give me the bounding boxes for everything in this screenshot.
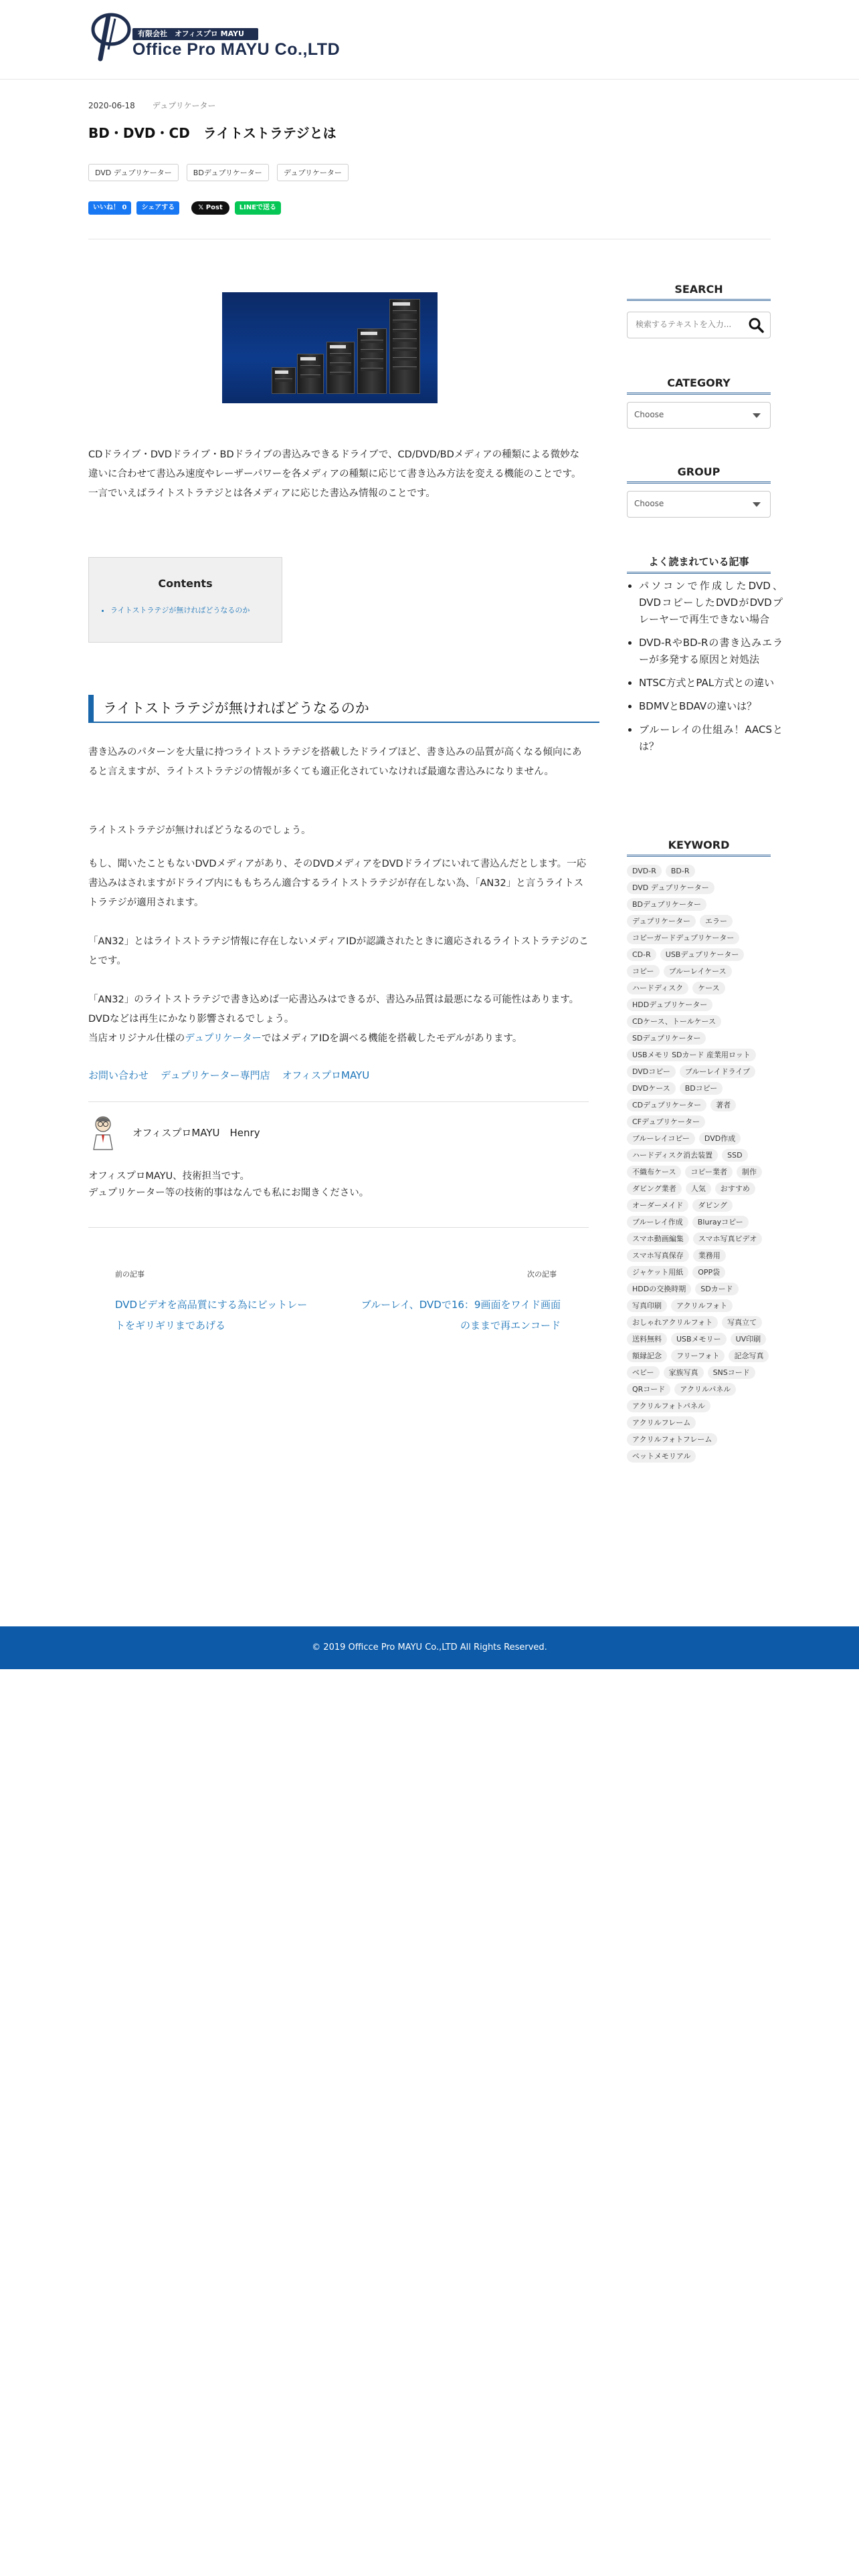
- keyword-tag[interactable]: Blurayコピー: [692, 1216, 749, 1228]
- keyword-tag[interactable]: CDケース、トールケース: [627, 1015, 721, 1028]
- keyword-tag[interactable]: コピーガードデュプリケーター: [627, 932, 739, 944]
- keyword-tag[interactable]: コピー: [627, 965, 660, 978]
- body-paragraph: 「AN32」とはライトストラテジ情報に存在しないメディアIDが認識されたときに適応されるライトストラテジのことです。: [88, 936, 589, 966]
- keyword-tag[interactable]: DVDコピー: [627, 1065, 676, 1078]
- keyword-tag[interactable]: スマホ写真保存: [627, 1249, 689, 1262]
- keyword-tag[interactable]: 人気: [686, 1182, 711, 1195]
- keyword-tag[interactable]: 額縁記念: [627, 1350, 667, 1362]
- popular-post-link[interactable]: • DVD-RやBD-Rの書き込みエラーが多発する原因と対処法: [639, 635, 783, 668]
- keyword-tag[interactable]: エラー: [700, 915, 733, 928]
- keyword-tag[interactable]: コピー業者: [685, 1166, 733, 1178]
- duplicator-tower-2: [297, 354, 324, 394]
- keyword-tag[interactable]: SDデュプリケーター: [627, 1032, 706, 1045]
- keyword-tag[interactable]: アクリルフォトフレーム: [627, 1433, 717, 1446]
- post-tags: [88, 164, 349, 181]
- keyword-tag[interactable]: 写真立て: [722, 1316, 762, 1329]
- keyword-tag[interactable]: USBメモリー: [671, 1333, 727, 1346]
- page-title: BD・DVD・CD ライトストラテジとは: [88, 125, 337, 141]
- keyword-tag[interactable]: フリーフォト: [671, 1350, 725, 1362]
- keyword-tag[interactable]: UV印刷: [731, 1333, 767, 1346]
- author-bio-line: オフィスプロMAYU、技術担当です。: [88, 1171, 250, 1182]
- keyword-tag[interactable]: アクリルパネル: [674, 1383, 736, 1396]
- keyword-tag[interactable]: SSD: [722, 1149, 747, 1162]
- contact-link[interactable]: お問い合わせ: [88, 1069, 149, 1081]
- keyword-tag[interactable]: USBデュプリケーター: [660, 948, 745, 961]
- keyword-tag[interactable]: DVDケース: [627, 1082, 676, 1095]
- duplicator-store-link[interactable]: デュプリケーター専門店: [161, 1069, 270, 1081]
- keyword-tag[interactable]: ジャケット用紙: [627, 1266, 688, 1279]
- group-select-value: Choose: [634, 499, 664, 508]
- author-name: オフィスプロMAYU Henry: [132, 1126, 260, 1139]
- keyword-cloud: [627, 865, 773, 1463]
- popular-post-link[interactable]: • NTSC方式とPAL方式との違い: [639, 675, 783, 691]
- keyword-tag[interactable]: アクリルフォトパネル: [627, 1400, 710, 1412]
- table-of-contents: [88, 557, 282, 643]
- prev-post-label: 前の記事: [115, 1270, 145, 1279]
- toc-title: Contents: [158, 577, 213, 590]
- chevron-down-icon: [753, 413, 761, 418]
- divider: [88, 1227, 589, 1228]
- keyword-tag[interactable]: 家族写真: [664, 1366, 704, 1379]
- popular-post-link[interactable]: • パソコンで作成したDVD、DVDコピーしたDVDがDVDプレーヤーで再生できない場合: [639, 578, 783, 628]
- site-header: [0, 0, 859, 80]
- logo-tagline: 有限会社 オフィスプロ MAYU: [132, 28, 258, 40]
- popular-widget-title: よく読まれている記事: [627, 554, 771, 574]
- keyword-tag[interactable]: ケース: [692, 982, 725, 994]
- search-input[interactable]: [634, 319, 744, 330]
- keyword-tag[interactable]: 送料無料: [627, 1333, 667, 1346]
- keyword-tag[interactable]: ダビング: [692, 1199, 733, 1212]
- keyword-tag[interactable]: 著者: [710, 1099, 736, 1111]
- keyword-tag[interactable]: QRコード: [627, 1383, 670, 1396]
- search-widget-title: SEARCH: [627, 283, 771, 301]
- keyword-tag[interactable]: CFデュプリケーター: [627, 1115, 705, 1128]
- keyword-tag[interactable]: ダビング業者: [627, 1182, 682, 1195]
- duplicator-tower-1: [272, 367, 296, 394]
- line-share-button[interactable]: LINEで送る: [235, 201, 281, 215]
- keyword-tag[interactable]: BDコピー: [680, 1082, 723, 1095]
- tag-link[interactable]: デュプリケーター: [277, 164, 349, 181]
- keyword-tag[interactable]: CDデュプリケーター: [627, 1099, 706, 1111]
- duplicator-tower-5: [389, 299, 420, 394]
- post-date: 2020-06-18: [88, 101, 135, 110]
- category-select[interactable]: [627, 402, 771, 429]
- keyword-tag[interactable]: ブルーレイ作成: [627, 1216, 688, 1228]
- x-post-button[interactable]: 𝕏 Post: [191, 201, 229, 215]
- keyword-tag[interactable]: ペットメモリアル: [627, 1450, 696, 1463]
- keyword-tag[interactable]: USBメモリ SDカード 産業用ロット: [627, 1049, 756, 1061]
- body-paragraph-with-link: [88, 1029, 589, 1049]
- keyword-tag[interactable]: デュプリケーター: [627, 915, 696, 928]
- keyword-tag[interactable]: 業務用: [693, 1249, 726, 1262]
- author-bio: [88, 1168, 369, 1202]
- keyword-tag[interactable]: アクリルフレーム: [627, 1416, 696, 1429]
- text-before-link: 当店オリジナル仕様の: [88, 1033, 185, 1044]
- keyword-tag[interactable]: ハードディスク消去装置: [627, 1149, 718, 1162]
- next-post-link[interactable]: ブルーレイ、DVDで16：9画面をワイド画面のままで再エンコード: [361, 1299, 561, 1331]
- search-icon[interactable]: [747, 316, 765, 334]
- popular-posts-list: [627, 578, 783, 762]
- post-category[interactable]: デュプリケーター: [152, 101, 216, 110]
- duplicator-link[interactable]: デュプリケーター: [185, 1033, 262, 1044]
- group-select[interactable]: [627, 491, 771, 518]
- keyword-tag[interactable]: SNSコード: [708, 1366, 755, 1379]
- post-meta: [88, 100, 216, 111]
- site-logo[interactable]: [88, 9, 341, 62]
- keyword-tag[interactable]: BD-R: [666, 865, 695, 877]
- author-box: [88, 1113, 260, 1151]
- keyword-tag[interactable]: HDDの交換時期: [627, 1283, 691, 1295]
- section-heading: ライトストラテジが無ければどうなるのか: [88, 695, 599, 723]
- popular-post-link[interactable]: • BDMVとBDAVの違いは？: [639, 698, 783, 715]
- site-footer: [0, 1626, 859, 1669]
- keyword-tag[interactable]: CD-R: [627, 948, 656, 961]
- author-bio-line: デュプリケーター等の技術的事はなんでも私にお聞きください。: [88, 1188, 369, 1198]
- keyword-tag[interactable]: オーダーメイド: [627, 1199, 688, 1212]
- keyword-tag[interactable]: ベビー: [627, 1366, 660, 1379]
- keyword-tag[interactable]: DVD デュプリケーター: [627, 881, 714, 894]
- keyword-tag[interactable]: スマホ写真ビデオ: [693, 1232, 763, 1245]
- duplicator-tower-3: [326, 342, 355, 394]
- next-post-label: 次の記事: [527, 1270, 557, 1279]
- facebook-like-button[interactable]: いいね！ 0: [88, 201, 131, 215]
- keyword-tag[interactable]: DVD作成: [699, 1132, 741, 1145]
- category-select-value: Choose: [634, 410, 664, 419]
- body-paragraph: ライトストラテジが無ければどうなるのでしょう。: [88, 825, 311, 836]
- keyword-widget-title: KEYWORD: [627, 839, 771, 857]
- hero-image-duplicators: [222, 292, 438, 403]
- tag-link[interactable]: DVD デュプリケーター: [88, 164, 179, 181]
- text-after-link: ではメディアIDを調べる機能を搭載したモデルがあります。: [261, 1033, 522, 1044]
- category-widget-title: CATEGORY: [627, 377, 771, 395]
- logo-mark-icon: [88, 9, 135, 62]
- office-pro-mayu-link[interactable]: オフィスプロMAYU: [282, 1069, 370, 1081]
- keyword-tag[interactable]: 制作: [737, 1166, 762, 1178]
- keyword-tag[interactable]: アクリルフォト: [671, 1299, 733, 1312]
- keyword-tag[interactable]: 記念写真: [729, 1350, 769, 1362]
- toc-item[interactable]: • ライトストラテジが無ければどうなるのか: [110, 605, 250, 615]
- duplicator-tower-4: [357, 328, 387, 394]
- keyword-tag[interactable]: ブルーレイドライブ: [680, 1065, 755, 1078]
- keyword-tag[interactable]: 写真印刷: [627, 1299, 667, 1312]
- tag-link[interactable]: BDデュプリケーター: [187, 164, 269, 181]
- group-widget-title: GROUP: [627, 465, 771, 484]
- copyright-text: © 2019 Officce Pro MAYU Co.,LTD All Rights Reserved.: [312, 1642, 547, 1652]
- logo-name: Office Pro MAYU Co.,LTD: [132, 40, 341, 59]
- search-box: [627, 312, 771, 338]
- avatar: [88, 1113, 118, 1151]
- keyword-tag[interactable]: HDDデュプリケーター: [627, 998, 712, 1011]
- keyword-tag[interactable]: BDデュプリケーター: [627, 898, 706, 911]
- keyword-tag[interactable]: 不織布ケース: [627, 1166, 681, 1178]
- keyword-tag[interactable]: SDカード: [695, 1283, 738, 1295]
- intro-paragraph: CDドライブ・DVDドライブ・BDドライブの書込みできるドライブで、CD/DVD/BDメディアの種類による微妙な違いに合わせて書込み速度やレーザーパワーを各メディアの種類に応じて書き込み方法を変える機能のことです。一言でいえばライトストラテジとは各メディアに応じた書込み情報のことです。: [88, 449, 581, 499]
- keyword-tag[interactable]: おすすめ: [715, 1182, 755, 1195]
- keyword-tag[interactable]: ブルーレイコピー: [627, 1132, 695, 1145]
- divider: [88, 1101, 589, 1102]
- keyword-tag[interactable]: おしゃれアクリルフォト: [627, 1316, 718, 1329]
- share-buttons: [88, 201, 281, 215]
- body-paragraph: 書き込みのパターンを大量に持つライトストラテジを搭載したドライブほど、書き込みの品質が高くなる傾向にあると言えますが、ライトストラテジの情報が多くても適正化されていなければ最適な書込みになりません。: [88, 747, 582, 777]
- prev-post-link[interactable]: DVDビデオを高品質にする為にビットレートをギリギリまであげる: [115, 1299, 308, 1331]
- footer-links: [88, 1068, 369, 1082]
- popular-post-link[interactable]: • ブルーレイの仕組み！AACSとは？: [639, 722, 783, 755]
- keyword-tag[interactable]: スマホ動画編集: [627, 1232, 689, 1245]
- keyword-tag[interactable]: ブルーレイケース: [664, 965, 732, 978]
- facebook-share-button[interactable]: シェアする: [136, 201, 179, 215]
- keyword-tag[interactable]: ハードディスク: [627, 982, 688, 994]
- keyword-tag[interactable]: DVD-R: [627, 865, 662, 877]
- body-paragraph: もし、聞いたこともないDVDメディアがあり、そのDVDメディアをDVDドライブにいれて書込んだとします。一応書込みはされますがドライブ内にももちろん適合するライトストラテジが存在しない為、「AN32」と言うライトストラテジが適用されます。: [88, 859, 587, 908]
- keyword-tag[interactable]: OPP袋: [692, 1266, 725, 1279]
- chevron-down-icon: [753, 502, 761, 507]
- body-paragraph: 「AN32」のライトストラテジで書き込めば一応書込みはできるが、書込み品質は最悪になる可能性はあります。 DVDなどは再生にかなり影響されるでしょう。: [88, 994, 579, 1025]
